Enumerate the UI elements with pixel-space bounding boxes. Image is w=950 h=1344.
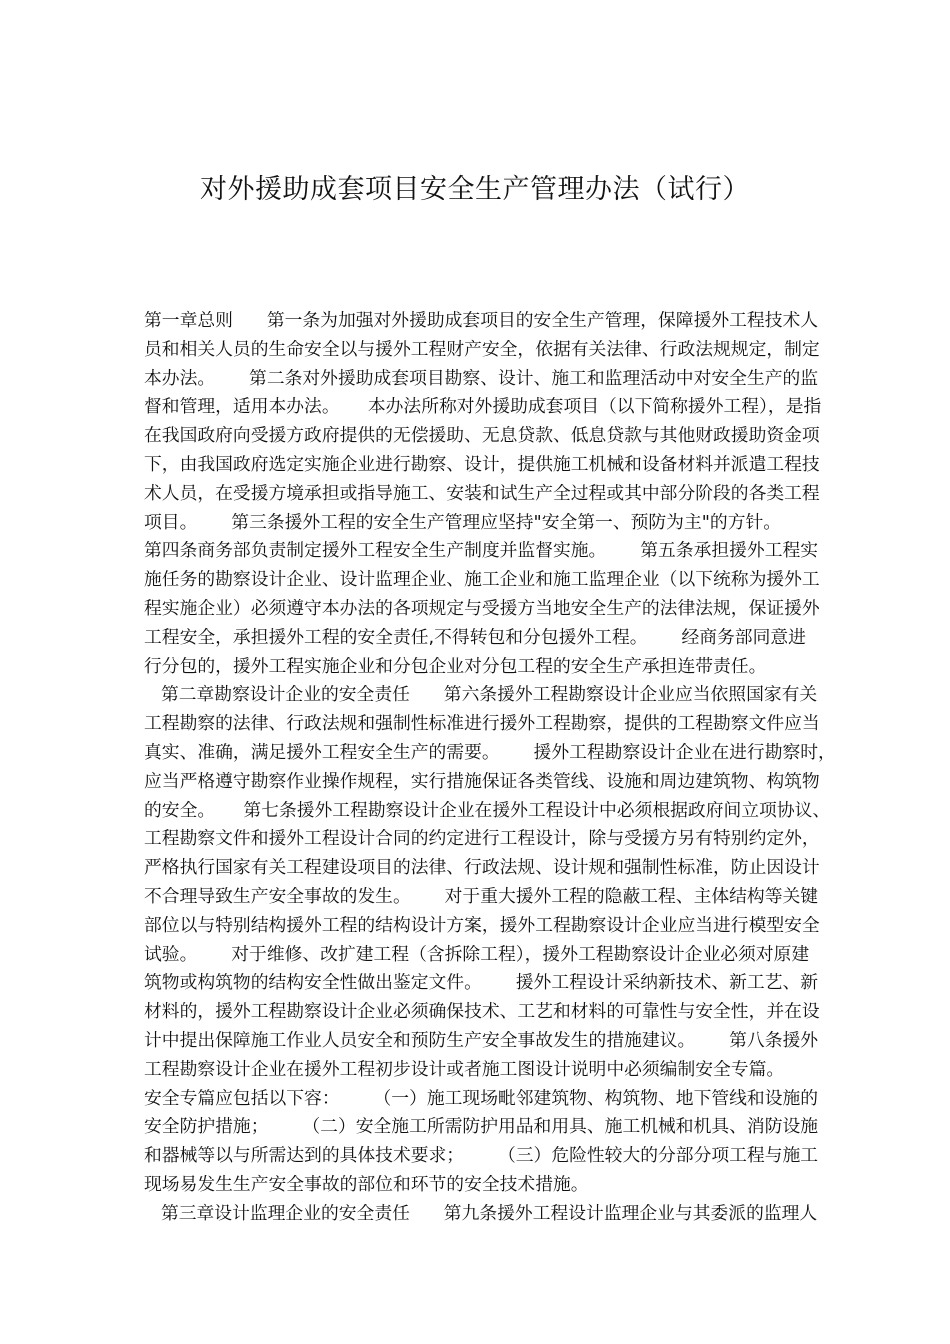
body-line: 不合理导致生产安全事故的发生。 对于重大援外工程的隐蔽工程、主体结构等关键 <box>144 885 819 907</box>
body-line: 程实施企业）必须遵守本办法的各项规定与受援方当地安全生产的法律法规，保证援外 <box>144 597 820 619</box>
body-line: 安全专篇应包括以下容： （一）施工现场毗邻建筑物、构筑物、地下管线和设施的 <box>144 1087 819 1109</box>
body-line: 在我国政府向受援方政府提供的无偿援助、无息贷款、低息贷款与其他财政援助资金项 <box>144 425 820 447</box>
document-title: 对外援助成套项目安全生产管理办法（试行） <box>200 174 750 205</box>
body-line: 第四条商务部负责制定援外工程安全生产制度并监督实施。 第五条承担援外工程实 <box>144 540 819 562</box>
body-line: 本办法。 第二条对外援助成套项目勘察、设计、施工和监理活动中对安全生产的监 <box>144 367 819 389</box>
body-line: 计中提出保障施工作业人员安全和预防生产安全事故发生的措施建议。 第八条援外 <box>144 1029 819 1051</box>
body-line: 现场易发生生产安全事故的部位和环节的安全技术措施。 <box>144 1173 589 1195</box>
body-line: 工程安全，承担援外工程的安全责任,不得转包和分包援外工程。 经商务部同意进 <box>144 626 806 648</box>
body-line: 筑物或构筑物的结构安全性做出鉴定文件。 援外工程设计采纳新技术、新工艺、新 <box>144 972 819 994</box>
document-body <box>144 307 884 1229</box>
body-line: 项目。 第三条援外工程的安全生产管理应坚持"安全第一、预防为主"的方针。 <box>144 511 782 533</box>
body-line: 材料的，援外工程勘察设计企业必须确保技术、工艺和材料的可靠性与安全性，并在设 <box>144 1001 820 1023</box>
body-line: 工程勘察设计企业在援外工程初步设计或者施工图设计说明中必须编制安全专篇。 <box>144 1058 785 1080</box>
body-line: 下，由我国政府选定实施企业进行勘察、设计，提供施工机械和设备材料并派遣工程技 <box>144 453 820 475</box>
body-line: 第二章勘察设计企业的安全责任 第六条援外工程勘察设计企业应当依照国家有关 <box>144 684 818 706</box>
body-line: 督和管理，适用本办法。 本办法所称对外援助成套项目（以下简称援外工程），是指 <box>144 396 822 418</box>
body-line: 的安全。 第七条援外工程勘察设计企业在援外工程设计中必须根据政府间立项协议、 <box>144 799 831 821</box>
body-line: 第三章设计监理企业的安全责任 第九条援外工程设计监理企业与其委派的监理人 <box>144 1202 818 1224</box>
body-line: 工程勘察文件和援外工程设计合同的约定进行工程设计，除与受援方另有特别约定外， <box>144 828 820 850</box>
body-line: 应当严格遵守勘察作业操作规程，实行措施保证各类管线、设施和周边建筑物、构筑物 <box>144 770 820 792</box>
body-line: 试验。 对于维修、改扩建工程（含拆除工程），援外工程勘察设计企业必须对原建 <box>144 943 810 965</box>
body-line: 真实、准确，满足援外工程安全生产的需要。 援外工程勘察设计企业在进行勘察时， <box>144 741 836 763</box>
body-line: 安全防护措施； （二）安全施工所需防护用品和用具、施工机械和机具、消防设施 <box>144 1116 819 1138</box>
body-line: 和器械等以与所需达到的具体技术要求； （三）危险性较大的分部分项工程与施工 <box>144 1145 819 1167</box>
body-line: 第一章总则 第一条为加强对外援助成套项目的安全生产管理，保障援外工程技术人 <box>144 310 819 331</box>
body-line: 严格执行国家有关工程建设项目的法律、行政法规、设计规和强制性标准，防止因设计 <box>144 857 820 879</box>
body-line: 工程勘察的法律、行政法规和强制性标准进行援外工程勘察，提供的工程勘察文件应当 <box>144 713 820 735</box>
body-line: 员和相关人员的生命安全以与援外工程财产安全，依据有关法律、行政法规规定，制定 <box>144 338 820 360</box>
body-line: 术人员，在受援方境承担或指导施工、安装和试生产全过程或其中部分阶段的各类工程 <box>144 482 820 504</box>
body-line: 施任务的勘察设计企业、设计监理企业、施工企业和施工监理企业（以下统称为援外工 <box>144 569 820 591</box>
body-line: 部位以与特别结构援外工程的结构设计方案，援外工程勘察设计企业应当进行模型安全 <box>144 914 820 936</box>
body-line: 行分包的，援外工程实施企业和分包企业对分包工程的安全生产承担连带责任。 <box>144 655 767 677</box>
